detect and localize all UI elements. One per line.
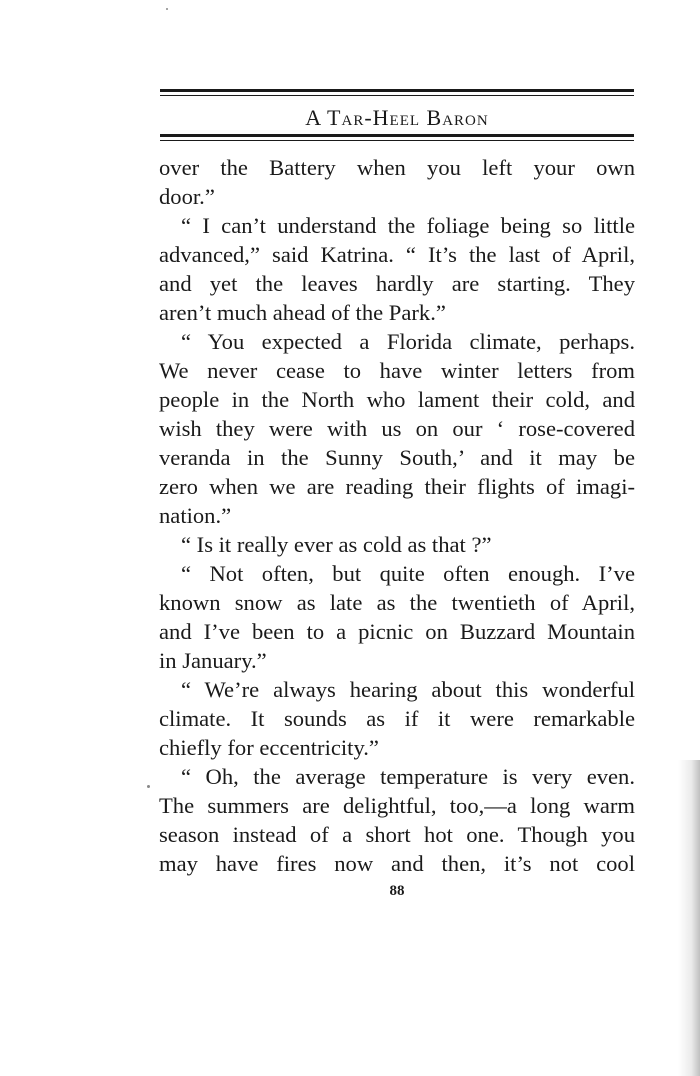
text-line: and I’ve been to a picnic on Buzzard Mountain (159, 619, 635, 644)
text-line: advanced,” said Katrina. “ It’s the last of April, (159, 242, 635, 267)
header-rule-top-thick (160, 89, 634, 92)
header-rule-top-thin (160, 95, 634, 96)
text-line: door.” (159, 184, 215, 209)
page-edge-shadow (678, 760, 700, 1076)
text-line: veranda in the Sunny South,’ and it may be (159, 445, 635, 470)
text-line: known snow as late as the twentieth of April, (159, 590, 635, 615)
text-line: “ Is it really ever as cold as that ?” (181, 532, 492, 557)
text-line: We never cease to have winter letters from (159, 358, 635, 383)
header-rule-bottom-thin (160, 140, 634, 141)
text-line: “ I can’t understand the foliage being so little (181, 213, 635, 238)
text-line: season instead of a short hot one. Though you (159, 822, 635, 847)
text-line: people in the North who lament their cold, and (159, 387, 635, 412)
text-line: The summers are delightful, too,—a long warm (159, 793, 635, 818)
text-line: “ You expected a Florida climate, perhaps. (181, 329, 635, 354)
text-line: “ Oh, the average temperature is very even. (181, 764, 635, 789)
text-line: nation.” (159, 503, 232, 528)
text-line: in January.” (159, 648, 267, 673)
text-line: and yet the leaves hardly are starting. They (159, 271, 635, 296)
text-line: climate. It sounds as if it were remarkable (159, 706, 635, 731)
print-speck (166, 8, 168, 10)
print-speck (147, 785, 150, 788)
text-line: aren’t much ahead of the Park.” (159, 300, 446, 325)
page-number: 88 (389, 883, 405, 899)
text-line: may have fires now and then, it’s not cool (159, 851, 635, 876)
text-line: over the Battery when you left your own (159, 155, 635, 180)
text-line: wish they were with us on our ‘ rose-covered (159, 416, 635, 441)
header-rule-bottom-thick (160, 134, 634, 137)
text-line: “ We’re always hearing about this wonderful (181, 677, 635, 702)
body-text (159, 153, 635, 878)
text-line: zero when we are reading their flights of imagi- (159, 474, 635, 499)
text-line: “ Not often, but quite often enough. I’ve (181, 561, 635, 586)
text-line: chiefly for eccentricity.” (159, 735, 379, 760)
running-title: A Tar-Heel Baron (305, 105, 489, 130)
